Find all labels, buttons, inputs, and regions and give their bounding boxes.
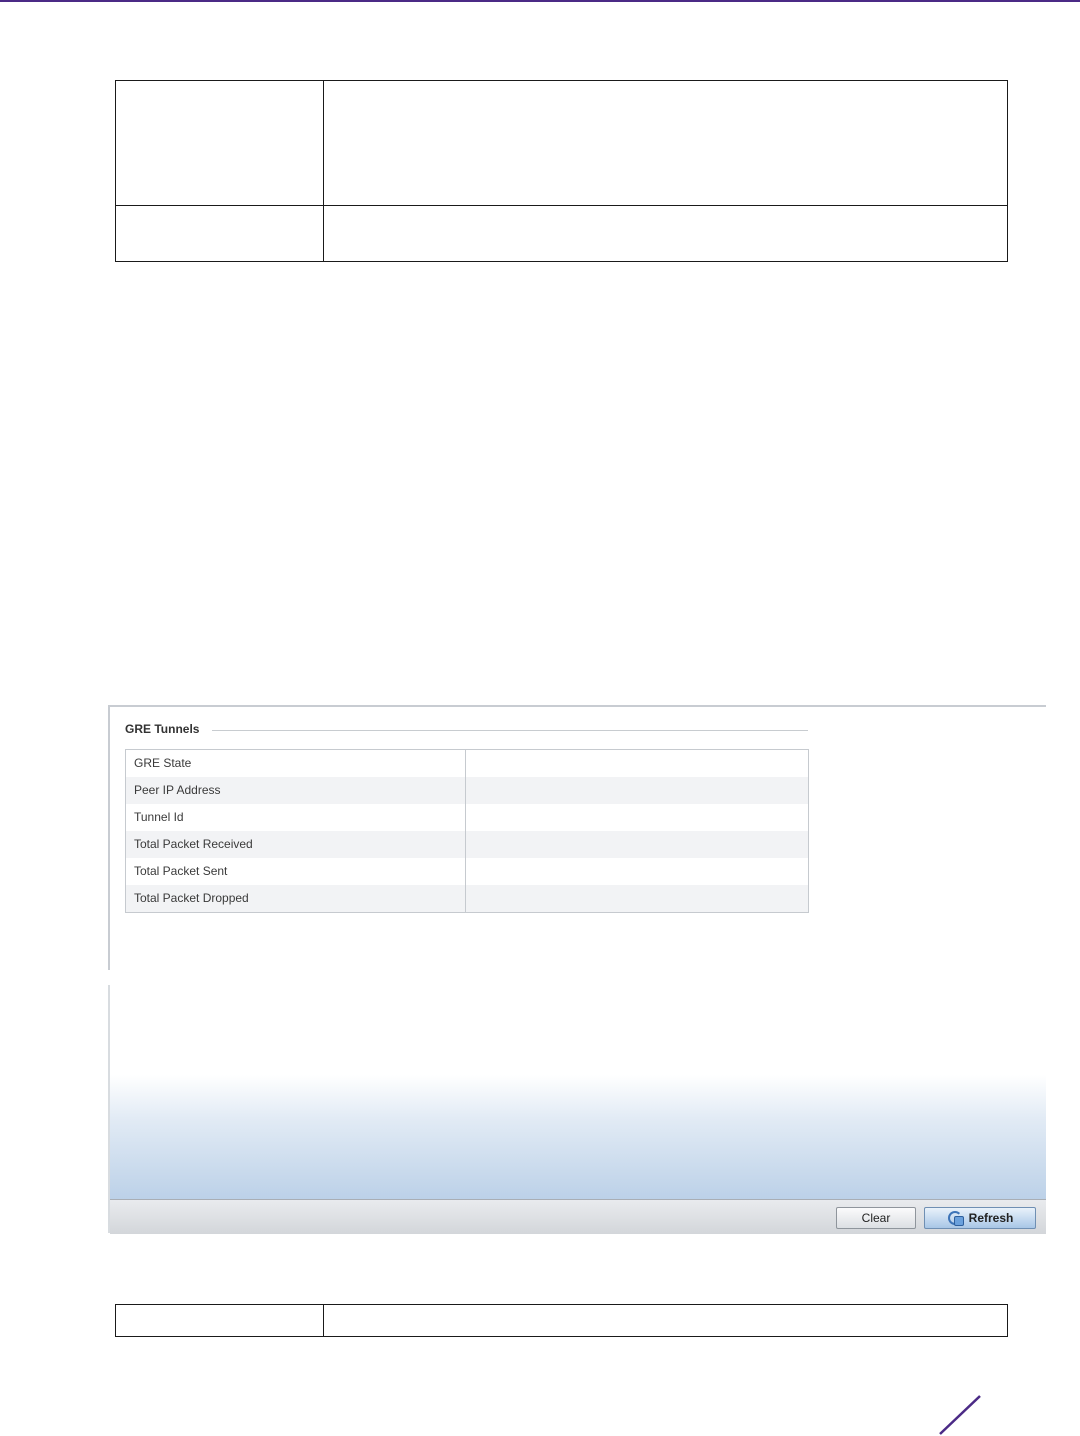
stats-value [466,831,808,858]
group-divider [212,730,808,731]
stats-label: Total Packet Sent [126,858,466,885]
group-title: GRE Tunnels [125,722,200,736]
button-bar [110,1199,1046,1234]
stats-label: Peer IP Address [126,777,466,804]
stats-label: Tunnel Id [126,804,466,831]
stats-row-total-packet-sent [126,858,808,885]
description-table-top [115,80,1008,262]
stats-row-tunnel-id [126,804,808,831]
table-row [116,206,1008,262]
header-rule [0,0,1080,2]
refresh-button[interactable] [924,1207,1036,1229]
clear-button[interactable] [836,1207,916,1229]
table-cell-term [116,81,324,206]
refresh-button-label: Refresh [968,1211,1014,1225]
gre-stats-table [125,749,809,913]
panel-gradient-background [110,1075,1046,1199]
clear-button-label: Clear [861,1211,891,1225]
stats-row-peer-ip-address [126,777,808,804]
stats-value [466,885,808,912]
stats-label: GRE State [126,750,466,777]
stats-row-total-packet-dropped [126,885,808,912]
table-cell-term [116,206,324,262]
description-table-bottom [115,1304,1008,1337]
table-cell-description [324,81,1008,206]
corner-slash-mark [936,1394,984,1436]
refresh-icon [947,1210,963,1226]
table-row [116,1305,1008,1337]
table-cell-term [116,1305,324,1337]
stats-value [466,804,808,831]
gre-tunnels-screenshot [108,705,1046,1233]
table-cell-description [324,1305,1008,1337]
stats-value [466,777,808,804]
stats-row-gre-state [126,750,808,777]
stats-value [466,750,808,777]
table-row [116,81,1008,206]
stats-label: Total Packet Received [126,831,466,858]
stats-label: Total Packet Dropped [126,885,466,912]
table-cell-description [324,206,1008,262]
stats-row-total-packet-received [126,831,808,858]
stats-value [466,858,808,885]
